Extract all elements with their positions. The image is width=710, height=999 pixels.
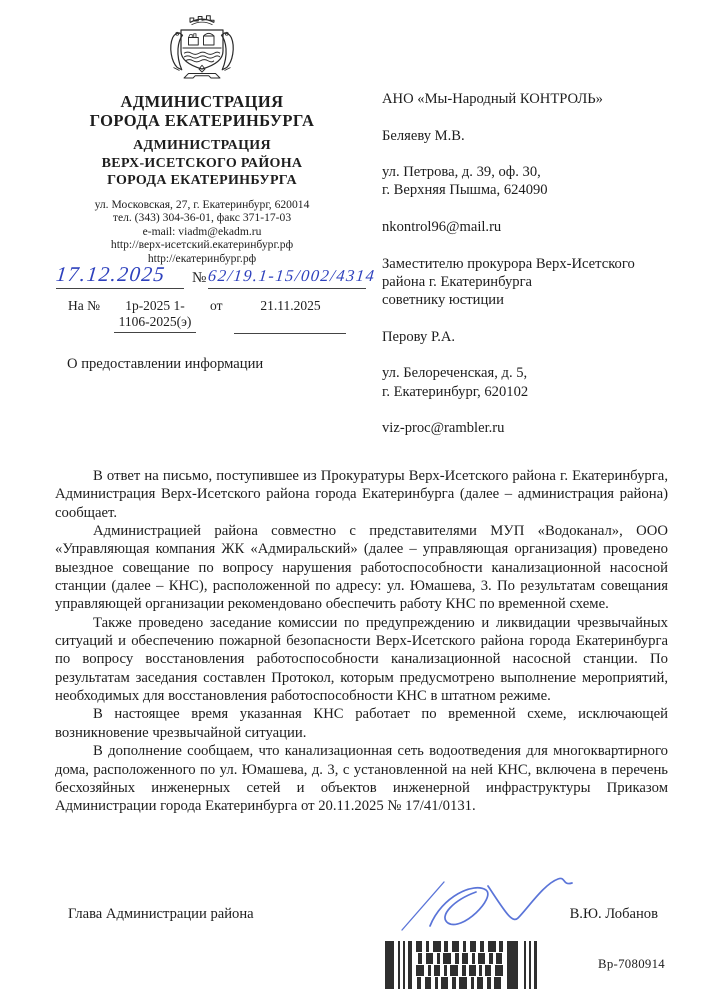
body-paragraph-2: Администрацией района совместно с представителями МУП «Водоканал», ООО «Управляющая компания ЖК «Адмиральский» (далее – управляющая организация) проведено выездное совещание по вопросу нарушения работоспособности канализационной насосной станции (далее – КНС), расположенной по адресу: ул. Юмашева, 3. По результатам совещания управляющей организации рекомендовано обеспечить работу КНС по временной схеме. <box>55 523 668 613</box>
body-paragraph-3: Также проведено заседание комиссии по предупреждению и ликвидации чрезвычайных ситуаций и обеспечению пожарной безопасности Верх-Исетского района города Екатеринбурга по вопросу восстановления работоспособности канализационной насосной станции. По результатам заседания составлен Протокол, которым предусмотрено выполнение мероприятий, необходимых для восстановления работоспособности КНС в штатном режиме. <box>55 614 668 705</box>
recipient-org: АНО «Мы-Народный КОНТРОЛЬ» <box>382 91 603 107</box>
org-title-line1: АДМИНИСТРАЦИЯ <box>120 92 284 111</box>
spacer <box>382 401 682 419</box>
division-title-line1: АДМИНИСТРАЦИЯ <box>133 138 271 153</box>
body-paragraph-1: В ответ на письмо, поступившее из Прокуратуры Верх-Исетского района г. Екатеринбурга, Администрация Верх-Исетского района города Екатеринбурга (далее – администрация района) сообщает. <box>55 468 668 521</box>
subject-line: О предоставлении информации <box>67 356 264 372</box>
spacer <box>382 200 682 218</box>
recipient-title-2-l2: района г. Екатеринбурга <box>382 273 533 290</box>
body-paragraph-4: В настоящее время указанная КНС работает по временной схеме, исключающей возникновение чрезвычайной ситуации. <box>55 706 668 741</box>
recipient-title-2-l1: Заместителю прокурора Верх-Исетского <box>382 255 635 272</box>
recipient-title-2-l3: советнику юстиции <box>382 292 504 309</box>
recipient-address-2-l1: ул. Белореченская, д. 5, <box>382 365 528 382</box>
recipient-block <box>382 90 682 438</box>
yekaterinburg-coat-of-arms-icon <box>157 8 247 88</box>
spacer <box>382 310 682 328</box>
from-label: от <box>210 298 223 313</box>
outgoing-number-handwritten: 62/19.1-15/002/4314 <box>207 266 377 285</box>
outgoing-date-field <box>56 262 184 289</box>
recipient-address-1-l2: г. Верхняя Пышма, 624090 <box>382 182 548 199</box>
signer-position: Глава Администрации района <box>68 906 254 922</box>
letterhead-address: ул. Московская, 27, г. Екатеринбург, 620014 <box>94 197 310 211</box>
barcode-number: Вр-7080914 <box>598 957 665 971</box>
outgoing-number-field <box>207 266 377 289</box>
outgoing-date-handwritten: 17.12.2025 <box>54 262 167 286</box>
barcode-graphic <box>385 941 560 989</box>
handwritten-signature <box>392 870 582 938</box>
division-title-line2: ВЕРХ-ИСЕТСКОГО РАЙОНА <box>101 155 303 171</box>
division-title-line3: ГОРОДА ЕКАТЕРИНБУРГА <box>107 173 297 188</box>
letterhead <box>56 8 348 265</box>
letterhead-email: e-mail: viadm@ekadm.ru <box>142 224 262 238</box>
letterhead-phone: тел. (343) 304-36-01, факс 371-17-03 <box>112 211 292 225</box>
spacer <box>382 346 682 364</box>
recipient-address-1-l1: ул. Петрова, д. 39, оф. 30, <box>382 164 541 181</box>
letterhead-site-city: http://екатеринбург.рф <box>147 251 257 265</box>
signature-row <box>0 870 710 940</box>
letterhead-contacts <box>56 198 348 266</box>
in-reply-date: 21.11.2025 <box>234 298 346 334</box>
recipient-email-2: viz-proc@rambler.ru <box>382 420 505 437</box>
org-title-line2: ГОРОДА ЕКАТЕРИНБУРГА <box>89 111 315 130</box>
signer-name: В.Ю. Лобанов <box>569 906 658 922</box>
spacer <box>382 145 682 163</box>
spacer <box>382 236 682 254</box>
barcode <box>385 941 560 994</box>
number-sign: № <box>192 270 207 286</box>
letterhead-site-district: http://верх-исетский.екатеринбург.рф <box>110 238 294 252</box>
registration-block <box>54 262 377 334</box>
recipient-email-1: nkontrol96@mail.ru <box>382 219 502 236</box>
recipient-address-2-l2: г. Екатеринбург, 620102 <box>382 383 529 400</box>
spacer <box>382 108 682 126</box>
recipient-person-1: Беляеву М.В. <box>382 127 465 144</box>
in-reply-number-line1: 1р-2025 1- <box>125 298 185 313</box>
in-reply-label: На № <box>68 298 100 313</box>
body-paragraph-5: В дополнение сообщаем, что канализационная сеть водоотведения для многоквартирного дома, расположенного по ул. Юмашева, д. 3, с установленной на ней КНС, включена в перечень бесхозяйных инженерных сетей и объектов инженерной инфраструктуры Приказом Администрации города Екатеринбурга от 20.11.2025 № 17/41/0131. <box>55 743 668 815</box>
in-reply-number <box>114 298 196 333</box>
letter-body <box>55 467 668 816</box>
recipient-person-2: Перову Р.А. <box>382 328 456 345</box>
in-reply-number-line2: 1106-2025(э) <box>118 314 192 329</box>
